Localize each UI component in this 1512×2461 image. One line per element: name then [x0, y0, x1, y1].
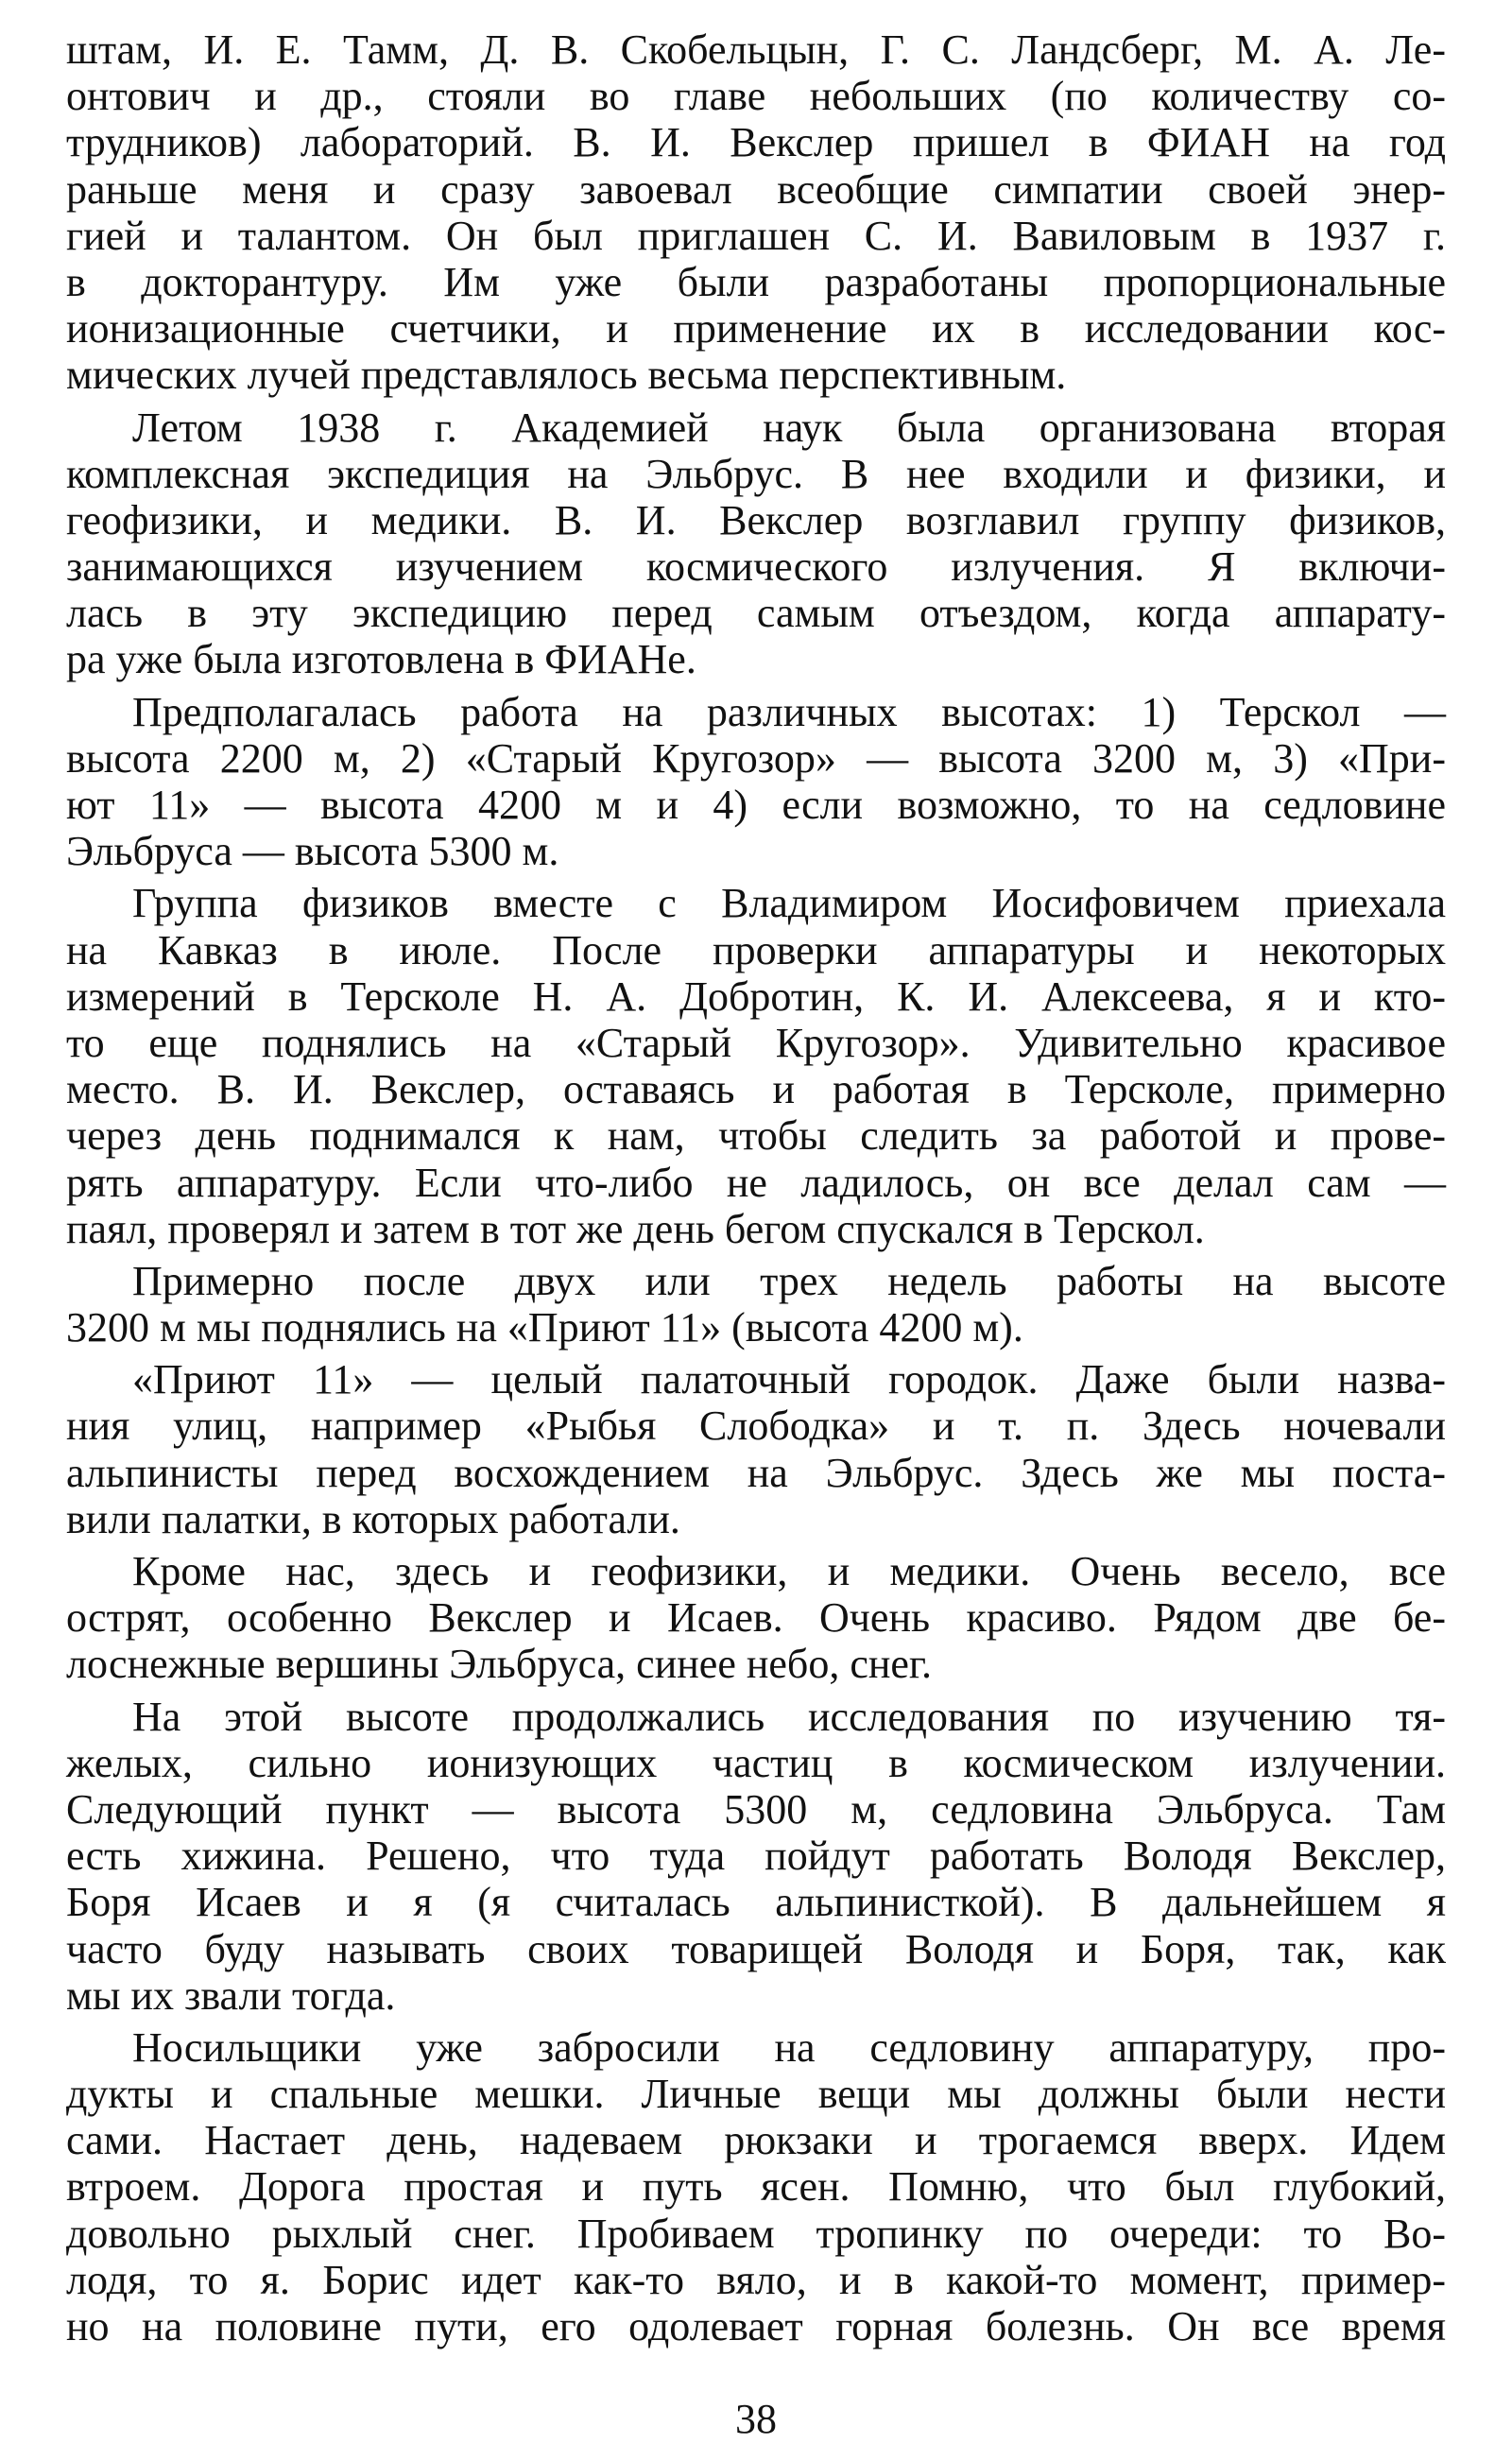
- text-line: Носильщики уже забросили на седловину аппаратуру, про-: [132, 2023, 1446, 2071]
- text-line: гией и талантом. Он был приглашен С. И. Вавиловым в 1937 г.: [66, 212, 1446, 259]
- text-line: высота 2200 м, 2) «Старый Кругозор» — высота 3200 м, 3) «При-: [66, 734, 1446, 782]
- text-line: втроем. Дорога простая и путь ясен. Помню, что был глубокий,: [66, 2163, 1446, 2211]
- paragraph: [66, 1694, 1446, 2019]
- text-line: штам, И. Е. Тамм, Д. В. Скобельцын, Г. С. Ландсберг, М. А. Ле-: [66, 26, 1446, 73]
- text-line: Боря Исаев и я (я считалась альпинисткой). В дальнейшем я: [66, 1879, 1446, 1926]
- text-line: ра уже была изготовлена в ФИАНе.: [66, 636, 696, 683]
- page-text: [66, 26, 1446, 2349]
- text-line: мы их звали тогда.: [66, 1971, 396, 2019]
- text-line: ионизационные счетчики, и применение их в исследовании кос-: [66, 305, 1446, 353]
- text-line: геофизики, и медики. В. И. Векслер возглавил группу физиков,: [66, 496, 1446, 543]
- text-line: занимающихся изучением космического излучения. Я включи-: [66, 543, 1446, 591]
- text-line: место. В. И. Векслер, оставаясь и работая в Терсколе, примерно: [66, 1066, 1446, 1113]
- text-line: альпинисты перед восхождением на Эльбрус. Здесь же мы поста-: [66, 1449, 1446, 1496]
- text-line: На этой высоте продолжались исследования по изучению тя-: [132, 1693, 1446, 1740]
- text-line: раньше меня и сразу завоевал всеобщие симпатии своей энер-: [66, 165, 1446, 213]
- text-line: часто буду называть своих товарищей Володя и Боря, так, как: [66, 1925, 1446, 1972]
- text-line: довольно рыхлый снег. Пробиваем тропинку по очереди: то Во-: [66, 2210, 1446, 2257]
- text-line: в докторантуру. Им уже были разработаны пропорциональные: [66, 258, 1446, 305]
- text-line: Кроме нас, здесь и геофизики, и медики. Очень весело, все: [132, 1548, 1446, 1594]
- text-line: через день поднимался к нам, чтобы следить за работой и прове-: [66, 1112, 1446, 1160]
- text-line: ния улиц, например «Рыбья Слободка» и т. п. Здесь ночевали: [66, 1403, 1446, 1450]
- text-line: 3200 м мы поднялись на «Приют 11» (высота 4200 м).: [66, 1304, 1023, 1351]
- text-line: Эльбруса — высота 5300 м.: [66, 828, 559, 875]
- text-line: «Приют 11» — целый палаточный городок. Даже были назва-: [132, 1356, 1446, 1403]
- text-line: Летом 1938 г. Академией наук была организована вторая: [132, 404, 1446, 451]
- text-line: Предполагалась работа на различных высотах: 1) Терскол —: [132, 688, 1446, 735]
- text-line: есть хижина. Решено, что туда пойдут работать Володя Векслер,: [66, 1833, 1446, 1880]
- text-line: Группа физиков вместе с Владимиром Иосифовичем приехала: [132, 880, 1446, 927]
- text-line: измерений в Терсколе Н. А. Добротин, К. И. Алексеева, я и кто-: [66, 972, 1446, 1020]
- paragraph: [66, 2024, 1446, 2349]
- text-line: острят, особенно Векслер и Исаев. Очень красиво. Рядом две бе-: [66, 1594, 1446, 1642]
- paragraph: [66, 1258, 1446, 1351]
- text-line: трудников) лабораторий. В. И. Векслер пришел в ФИАН на год: [66, 119, 1446, 166]
- paragraph: [66, 1548, 1446, 1688]
- text-line: мических лучей представлялось весьма перспективным.: [66, 352, 1067, 399]
- text-line: но на половине пути, его одолевает горная болезнь. Он все время: [66, 2303, 1446, 2349]
- text-line: вили палатки, в которых работали.: [66, 1495, 680, 1542]
- text-line: лоснежные вершины Эльбруса, синее небо, снег.: [66, 1641, 933, 1688]
- text-line: паял, проверял и затем в тот же день бегом спускался в Терскол.: [66, 1205, 1205, 1252]
- text-line: на Кавказ в июле. После проверки аппаратуры и некоторых: [66, 926, 1446, 973]
- paragraph: [66, 880, 1446, 1252]
- text-line: комплексная экспедиция на Эльбрус. В нее входили и физики, и: [66, 450, 1446, 497]
- page-number: 38: [735, 2396, 777, 2442]
- text-line: Примерно после двух или трех недель работы на высоте: [132, 1257, 1446, 1304]
- paragraph: [66, 404, 1446, 683]
- text-line: онтович и др., стояли во главе небольших (по количеству со-: [66, 73, 1446, 120]
- text-line: лась в эту экспедицию перед самым отъездом, когда аппарату-: [66, 590, 1446, 637]
- text-line: лодя, то я. Борис идет как-то вяло, и в какой-то момент, пример-: [66, 2256, 1446, 2303]
- text-line: то еще поднялись на «Старый Кругозор». Удивительно красивое: [66, 1019, 1446, 1066]
- text-line: рять аппаратуру. Если что-либо не ладилось, он все делал сам —: [66, 1159, 1446, 1206]
- text-line: ют 11» — высота 4200 м и 4) если возможно, то на седловине: [66, 782, 1446, 828]
- text-line: желых, сильно ионизующих частиц в космическом излучении.: [66, 1739, 1446, 1786]
- paragraph: [66, 689, 1446, 875]
- text-line: Следующий пункт — высота 5300 м, седловина Эльбруса. Там: [66, 1785, 1446, 1833]
- text-line: дукты и спальные мешки. Личные вещи мы должны были нести: [66, 2071, 1446, 2118]
- text-line: сами. Настает день, надеваем рюкзаки и трогаемся вверх. Идем: [66, 2117, 1446, 2164]
- paragraph: [66, 1356, 1446, 1542]
- paragraph: [66, 26, 1446, 399]
